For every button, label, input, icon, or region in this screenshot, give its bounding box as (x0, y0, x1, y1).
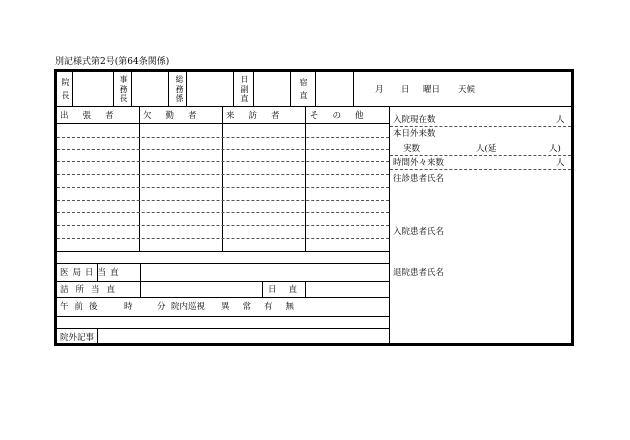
main-divider (389, 107, 390, 344)
header-general-affairs-label: 総務係 (175, 75, 184, 103)
header-day-duty-label: 日副直 (240, 75, 249, 103)
admitted-patients-label: 入院患者氏名 (393, 227, 445, 237)
header-day-label: 日 (401, 85, 410, 95)
col-other: その他 (310, 111, 378, 121)
outside-notes-label: 院外記事 (60, 333, 95, 343)
rounds-minute: 分 (157, 302, 166, 312)
header-night-duty-label: 宿直 (299, 78, 308, 100)
header-director-label: 院長 (61, 78, 70, 100)
after-hours-unit: 人 (556, 158, 565, 168)
rounds-label: 院内巡視 (171, 302, 206, 312)
inpatients-current-label: 入院現在数 (393, 115, 436, 125)
discharged-patients-label: 退院患者氏名 (393, 268, 445, 278)
col-visitors: 来訪者 (226, 111, 294, 121)
header-weather-label: 天候 (458, 85, 476, 95)
rounds-abnormal: 異常有無 (221, 302, 308, 312)
actual-count-label: 実数 (403, 144, 421, 154)
inpatients-current-unit: 人 (556, 115, 565, 125)
after-hours-label: 時間外々来数 (393, 158, 445, 168)
rounds-hour: 時 (124, 302, 133, 312)
extended-count-open: 人(延 (476, 144, 497, 154)
header-admin-chief-label: 事務長 (119, 75, 128, 103)
col-absence: 欠勤者 (143, 111, 211, 121)
header-month-label: 月 (375, 85, 384, 95)
station-duty-text: 詰所当直 (60, 285, 123, 295)
medical-office-duty-text: 医局日当直 (60, 268, 123, 278)
day-duty-label: 日直 (268, 285, 310, 295)
header-weekday-label: 曜日 (423, 85, 441, 95)
rounds-ampm: 午前後 (60, 302, 104, 312)
house-call-patients-label: 往診患者氏名 (393, 174, 445, 184)
form-title: 別記様式第2号(第64条関係) (55, 57, 170, 67)
outpatients-today-label: 本日外来数 (393, 129, 436, 139)
station-duty-label (60, 285, 122, 295)
extended-count-close: 人) (549, 144, 561, 154)
medical-office-duty-label (60, 268, 123, 278)
col-business-trip: 出張者 (60, 111, 128, 121)
